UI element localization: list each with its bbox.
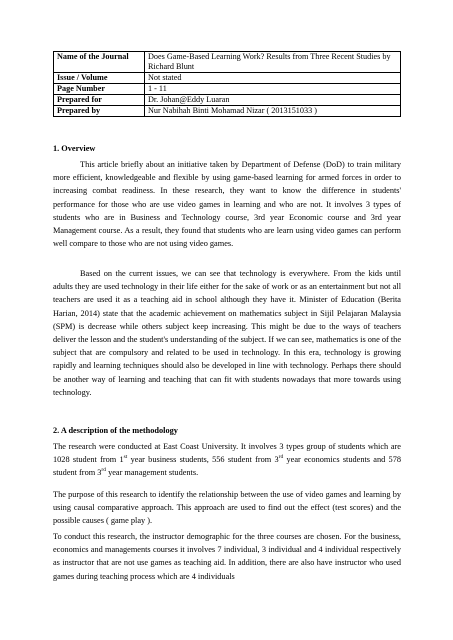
prepared-for-value: Dr. Johan@Eddy Luaran [145,95,401,106]
issue-value: Not stated [145,73,401,84]
methodology-heading: 2. A description of the methodology [53,426,178,435]
issue-label: Issue / Volume [54,73,145,84]
methodology-paragraph-1 [53,440,401,480]
ordinal-suffix: rd [278,454,284,461]
overview-heading: 1. Overview [53,144,96,153]
methodology-text-part: The research were conducted at East Coast University. It involves 3 types group of students which are 1028 student from 1 [53,442,401,465]
ordinal-suffix: st [123,454,128,461]
overview-paragraph-2: Based on the current issues, we can see that technology is everywhere. From the kids until adults they are used technology in their life either for the sake of work or as an entertainment but not all teachers are used it as a teaching aid in school although they have it. Minister of Education (Berita Harian, 2014) state that the academic achievement on mathematics subject in Sijil Pelajaran Malaysia (SPM) is decrease while others subject keep increasing. This might be due to the ways of teachers deliver the lesson and the student's understanding of the subject. If we can see, mathematics is one of the subject that are compulsory and related to be used in technology. In this era, technology is growing rapidly and learning techniques should also be developed in line with technology. Perhaps there should be another way of learning and teaching that can fit with students nowadays that more towards using technology. [53,269,401,397]
table-row [54,52,401,73]
table-row [54,84,401,95]
page-number-label: Page Number [54,84,145,95]
ordinal-suffix: rd [101,467,106,474]
prepared-by-value: Nur Nabihah Binti Mohamad Nizar ( 2013151033 ) [145,106,401,117]
methodology-paragraph-3: To conduct this research, the instructor demographic for the three courses are chosen. For the business, economics and managements courses it involves 7 individual, 3 individual and 4 individual respectively as instructor that are not use games as teaching aid. In addition, there are also have instructor who used games during teaching process which are 4 individuals [53,532,401,581]
methodology-paragraph-2: The purpose of this research to identify the relationship between the use of video games and learning by using causal comparative approach. This approach are used to find out the effect (test scores) and the possible causes ( game play ). [53,490,401,526]
table-row [54,95,401,106]
journal-label: Name of the Journal [54,52,145,73]
table-row [54,73,401,84]
overview-paragraph-1: This article briefly about an initiative taken by Department of Defense (DoD) to train military more efficient, knowledgeable and flexible by using game-based learning for armed forces in order to increasing combat readiness. In these research, they want to know the difference in students' performance for those who are use video games in learning and who are not. It involves 3 types of students who are in Business and Technology course, 3rd year Economic course and 3rd year Management course. As a result, they found that students who are learn using video games can perform well compare to those who are not using video games. [53,160,401,249]
journal-value: Does Game-Based Learning Work? Results from Three Recent Studies by Richard Blunt [145,52,401,73]
prepared-by-label: Prepared by [54,106,145,117]
page-number-value: 1 - 11 [145,84,401,95]
methodology-text-part: year business students, 556 student from 3 [127,455,279,465]
journal-info-table [53,51,401,117]
prepared-for-label: Prepared for [54,95,145,106]
methodology-text-part: year management students. [106,468,199,478]
table-row [54,106,401,117]
methodology-text-part: year economics students and 578 student from 3 [53,455,401,478]
